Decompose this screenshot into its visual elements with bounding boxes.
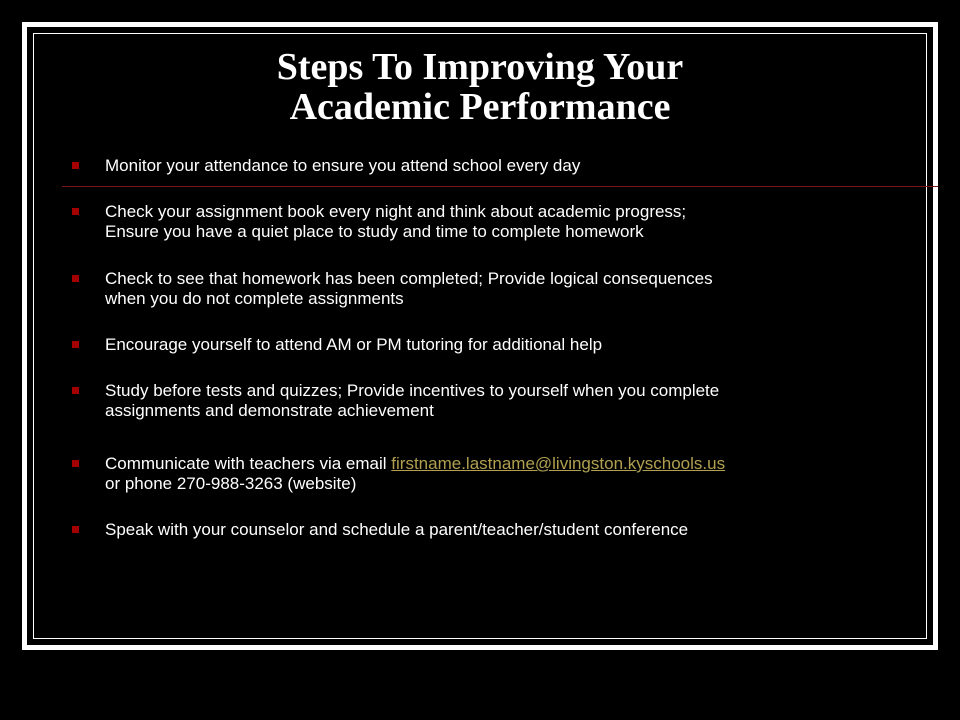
bullet-text: Speak with your counselor and schedule a parent/teacher/student conference xyxy=(105,520,689,539)
bullet-text xyxy=(105,202,895,242)
bullet-list xyxy=(27,27,933,645)
bullet-text-line-2: assignments and demonstrate achievement xyxy=(105,401,434,420)
bullet-text xyxy=(105,269,895,309)
title-line-1: Steps To Improving Your xyxy=(276,46,684,88)
bullet-text-prefix: Communicate with teachers via email xyxy=(105,454,392,473)
title-line-2: Academic Performance xyxy=(289,86,671,128)
bullet-text-line-1: Check your assignment book every night and think about academic progress; xyxy=(105,202,687,221)
bullet-square-icon xyxy=(72,341,79,348)
bullet-square-icon xyxy=(72,387,79,394)
bullet-text-line-1: Study before tests and quizzes; Provide incentives to yourself when you complete xyxy=(105,381,720,400)
bullet-square-icon xyxy=(72,162,79,169)
bullet-text xyxy=(105,454,895,494)
bullet-text xyxy=(105,381,895,421)
bullet-text-line-2: or phone 270-988-3263 (website) xyxy=(105,474,357,493)
bullet-text-line-2: when you do not complete assignments xyxy=(105,289,404,308)
bullet-text-line-1: Check to see that homework has been completed; Provide logical consequences xyxy=(105,269,713,288)
bullet-text-line-2: Ensure you have a quiet place to study and time to complete homework xyxy=(105,222,644,241)
bullet-text: Monitor your attendance to ensure you attend school every day xyxy=(105,156,581,175)
bullet-square-icon xyxy=(72,208,79,215)
bullet-square-icon xyxy=(72,460,79,467)
bullet-text: Encourage yourself to attend AM or PM tutoring for additional help xyxy=(105,335,603,354)
teacher-email-link[interactable]: firstname.lastname@livingston.kyschools.us xyxy=(391,454,726,473)
slide-frame xyxy=(22,22,938,650)
bullet-square-icon xyxy=(72,526,79,533)
bullet-square-icon xyxy=(72,275,79,282)
